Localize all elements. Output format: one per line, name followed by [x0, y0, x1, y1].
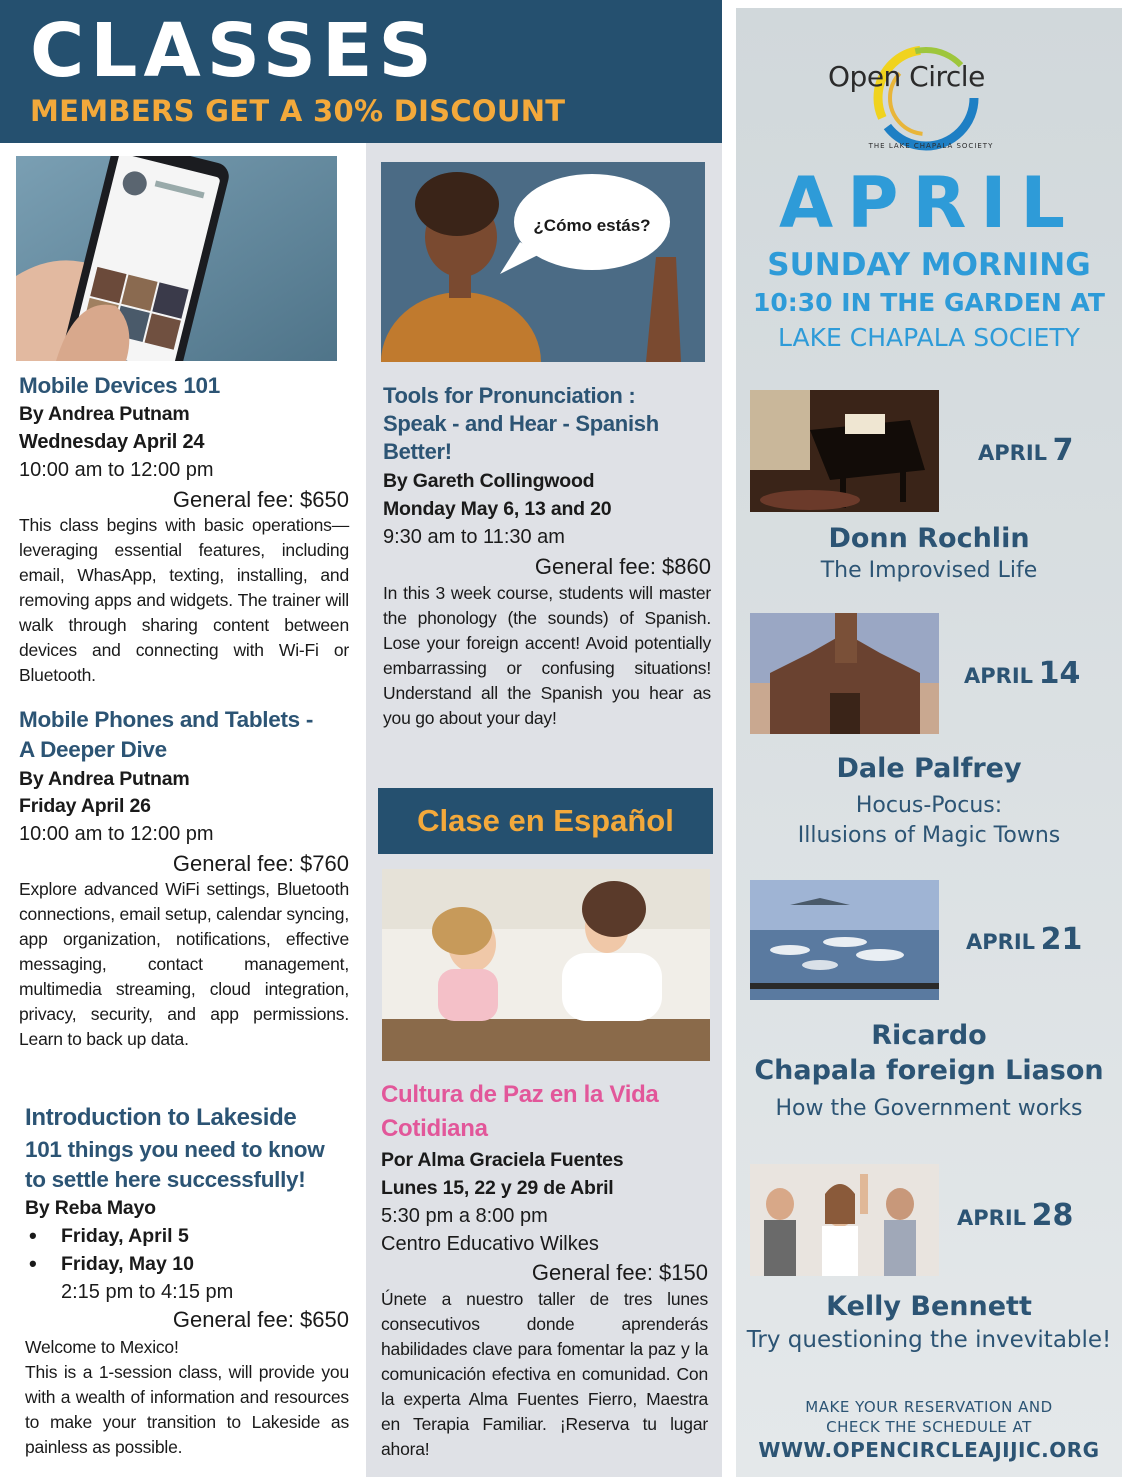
event-date	[966, 922, 1083, 957]
event-speaker: Dale Palfrey	[836, 753, 1022, 784]
class-time: 10:00 am to 12:00 pm	[19, 823, 214, 845]
event-date	[964, 656, 1081, 691]
month-heading: APRIL	[778, 162, 1080, 244]
class-instructor: Por Alma Graciela Fuentes	[381, 1149, 624, 1171]
class-fee: General fee: $650	[172, 1307, 349, 1332]
class-fee: General fee: $650	[172, 487, 349, 512]
class-time: 2:15 pm to 4:15 pm	[61, 1281, 234, 1303]
church-photo	[750, 613, 939, 734]
event-topic: How the Government works	[775, 1096, 1083, 1121]
class-date-list	[25, 1222, 194, 1278]
event-month: APRIL	[964, 664, 1034, 688]
class-time: 5:30 pm a 8:00 pm	[381, 1205, 548, 1227]
class-date: Friday April 26	[19, 795, 151, 817]
class-description: This is a 1-session class, will provide you with a wealth of information and resources to make your transition to Lakeside as painless as possible.	[25, 1362, 349, 1457]
event-date	[978, 433, 1074, 468]
event-speaker: Donn Rochlin	[828, 523, 1030, 554]
class-date: Monday May 6, 13 and 20	[383, 498, 612, 520]
event-topic: The Improvised Life	[820, 558, 1038, 583]
venue-name: LAKE CHAPALA SOCIETY	[778, 323, 1080, 352]
event-speaker: Kelly Bennett	[826, 1291, 1032, 1322]
class-title-pronunciation-1: Tools for Pronunciation :	[383, 383, 636, 408]
event-topic-line-1: Hocus-Pocus:	[855, 793, 1003, 818]
speech-bubble-text: ¿Cómo estás?	[533, 216, 651, 235]
class-title-deeper-dive-1: Mobile Phones and Tablets -	[19, 707, 314, 732]
class-title-pronunciation-3: Better!	[383, 439, 452, 464]
boats-photo	[750, 880, 939, 1000]
website-link[interactable]: WWW.OPENCIRCLEAJIJIC.ORG	[758, 1438, 1100, 1462]
class-instructor: By Gareth Collingwood	[383, 470, 595, 492]
class-instructor: By Reba Mayo	[25, 1197, 156, 1219]
event-speaker-line-2: Chapala foreign Liason	[754, 1055, 1104, 1086]
class-time: 10:00 am to 12:00 pm	[19, 459, 214, 481]
piano-photo	[750, 390, 939, 512]
reservation-note-line-2: CHECK THE SCHEDULE AT	[826, 1418, 1032, 1436]
class-title-cultura-1: Cultura de Paz en la Vida	[381, 1081, 659, 1108]
class-title-cultura-2: Cotidiana	[381, 1115, 488, 1142]
time-location: 10:30 IN THE GARDEN AT	[752, 288, 1105, 317]
logo-tagline: THE LAKE CHAPALA SOCIETY	[868, 142, 994, 150]
class-subtitle-2: to settle here successfully!	[25, 1167, 306, 1192]
class-fee: General fee: $150	[531, 1260, 708, 1285]
event-month: APRIL	[957, 1206, 1027, 1230]
page-title: CLASSES	[30, 8, 438, 94]
audience-photo	[750, 1164, 939, 1276]
spanish-class-banner: Clase en Español	[378, 788, 713, 854]
phone-photo	[16, 156, 337, 361]
class-description: Explore advanced WiFi settings, Bluetooth connections, email setup, calendar syncing, app organization, notifications, effective messaging, contact management, multimedia streaming, cloud integration, privacy, security, and app permissions. Learn to back up data.	[19, 879, 349, 1049]
class-title-intro-lakeside: Introduction to Lakeside	[25, 1104, 297, 1131]
class-date: Lunes 15, 22 y 29 de Abril	[381, 1177, 614, 1199]
class-description: Únete a nuestro taller de tres lunes consecutivos donde aprenderás habilidades clave para fomentar la paz y la comunicación efectiva en comunidad. Con la experta Alma Fuentes Fierro, Maestra en Terapia Familiar. ¡Reserva tu lugar ahora!	[381, 1289, 708, 1459]
class-instructor: By Andrea Putnam	[19, 403, 190, 425]
discount-subtitle: MEMBERS GET A 30% DISCOUNT	[30, 94, 566, 128]
event-day: 28	[1031, 1198, 1074, 1233]
event-day: 21	[1040, 922, 1083, 957]
class-location: Centro Educativo Wilkes	[381, 1233, 599, 1255]
classes-header	[0, 0, 722, 143]
class-time: 9:30 am to 11:30 am	[383, 526, 565, 548]
event-month: APRIL	[978, 441, 1048, 465]
class-date-text: Wednesday April 24	[19, 431, 205, 453]
class-title-deeper-dive-2: A Deeper Dive	[19, 737, 167, 762]
class-title-pronunciation-2: Speak - and Hear - Spanish	[383, 411, 659, 436]
event-day: 14	[1038, 656, 1081, 691]
teacher-child-photo	[382, 869, 710, 1061]
event-topic: Try questioning the invevitable!	[746, 1327, 1112, 1353]
class-fee: General fee: $760	[172, 851, 349, 876]
reservation-note-line-1: MAKE YOUR RESERVATION AND	[805, 1398, 1053, 1416]
class-instructor: By Andrea Putnam	[19, 768, 190, 790]
event-topic-line-2: Illusions of Magic Towns	[797, 823, 1061, 848]
event-speaker-line-1: Ricardo	[871, 1020, 987, 1051]
class-description: This class begins with basic operations— leveraging essential features, including email, WhasApp, texting, installing, and removing apps and widgets. The trainer will walk through sharing content between devices and connecting with Wi-Fi or Bluetooth.	[19, 515, 349, 685]
event-day: 7	[1052, 433, 1074, 468]
class-subtitle-1: 101 things you need to know	[25, 1137, 325, 1162]
class-date-item: • Friday, May 10	[25, 1250, 194, 1278]
class-date-item: • Friday, April 5	[25, 1222, 194, 1250]
open-circle-logo	[826, 30, 1016, 162]
class-date	[19, 428, 204, 456]
logo-name: Open Circle	[828, 60, 985, 93]
class-description: In this 3 week course, students will master the phonology (the sounds) of Spanish. Lose your foreign accent! Avoid potentially embarrassing or confusing situations! Understand all the Spanish you hear as you go about your day!	[383, 583, 711, 728]
event-date	[957, 1198, 1074, 1233]
class-fee: General fee: $860	[534, 554, 711, 579]
class-intro-text: Welcome to Mexico!	[25, 1337, 179, 1357]
class-title-mobile-devices: Mobile Devices 101	[19, 373, 220, 398]
speech-bubble	[500, 172, 670, 278]
sunday-morning: SUNDAY MORNING	[767, 247, 1091, 283]
event-month: APRIL	[966, 930, 1036, 954]
